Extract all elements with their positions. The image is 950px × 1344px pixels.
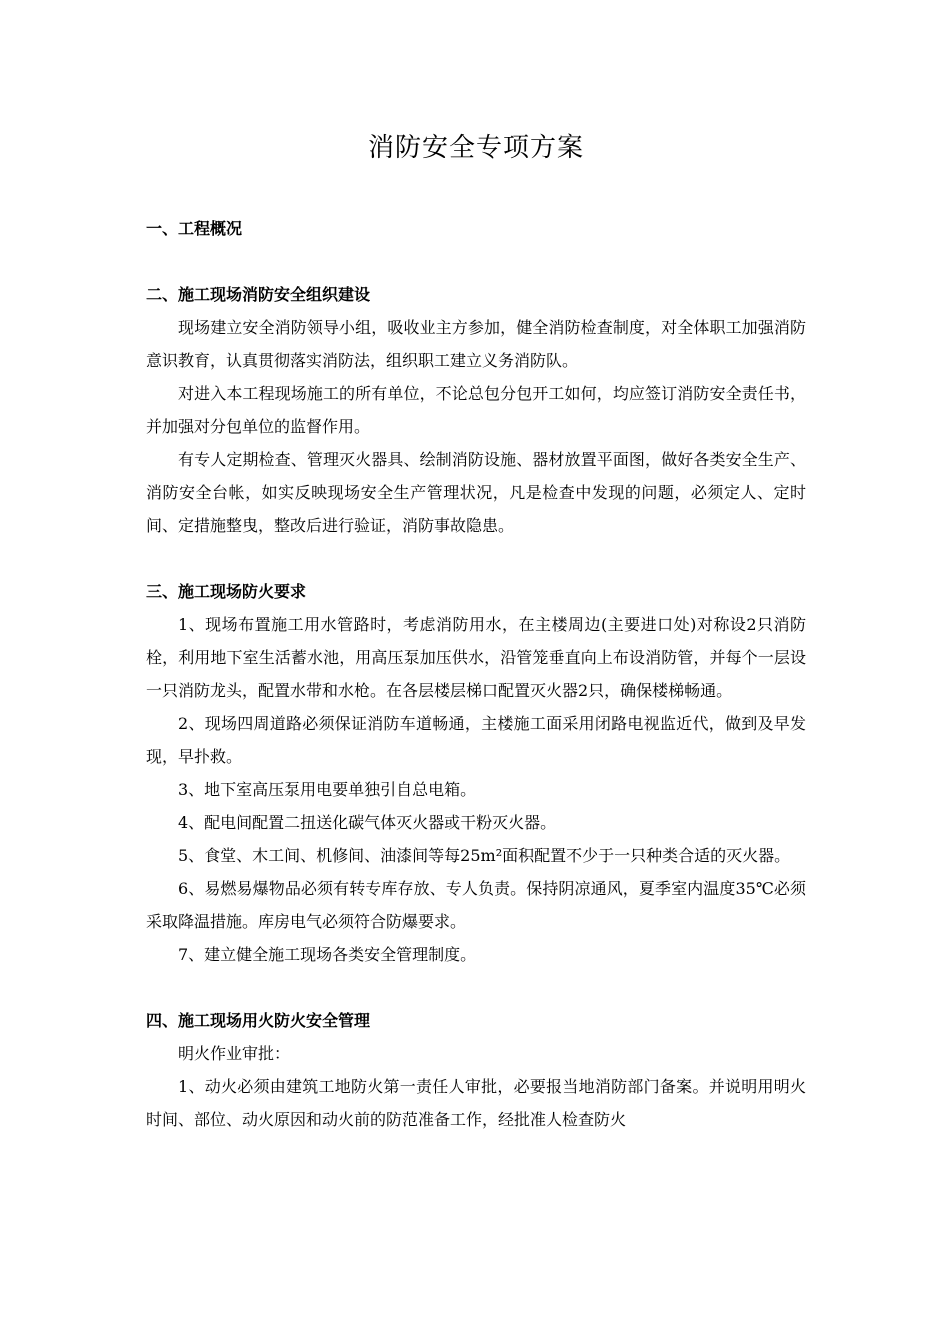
document-title: 消防安全专项方案 (367, 133, 584, 163)
section-heading-organization: 二、施工现场消防安全组织建设 (146, 285, 371, 304)
paragraph: 1、动火必须由建筑工地防火第一责任人审批，必要报当地消防部门备案。并说明用明火时间、部位、动火原因和动火前的防范准备工作，经批准人检查防火 (146, 1077, 806, 1129)
section-spacer (146, 971, 806, 1004)
paragraph: 6、易燃易爆物品必须有转专库存放、专人负责。保持阴凉通风，夏季室内温度35℃必须采取降温措施。库房电气必须符合防爆要求。 (146, 879, 806, 931)
paragraph: 3、地下室高压泵用电要单独引自总电箱。 (178, 780, 477, 799)
paragraph: 对进入本工程现场施工的所有单位，不论总包分包开工如何，均应签订消防安全责任书，并加强对分包单位的监督作用。 (146, 384, 806, 436)
paragraph: 5、食堂、木工间、机修间、油漆间等每25m²面积配置不少于一只种类合适的灭火器。 (178, 846, 791, 865)
paragraph: 有专人定期检查、管理灭火器具、绘制消防设施、器材放置平面图，做好各类安全生产、消防安全台帐，如实反映现场安全生产管理状况，凡是检查中发现的问题，必须定人、定时间、定措施整曳，整改后进行验证，消防事故隐患。 (146, 450, 806, 535)
section-heading-fire-requirements: 三、施工现场防火要求 (146, 582, 307, 601)
paragraph: 7、建立健全施工现场各类安全管理制度。 (178, 945, 477, 964)
paragraph: 明火作业审批： (178, 1044, 291, 1063)
section-spacer (146, 542, 806, 575)
document-body (146, 212, 806, 1136)
section-heading-fire-management: 四、施工现场用火防火安全管理 (146, 1011, 371, 1030)
paragraph: 2、现场四周道路必须保证消防车道畅通，主楼施工面采用闭路电视监近代，做到及早发现，早扑救。 (146, 714, 806, 766)
paragraph: 4、配电间配置二扭送化碳气体灭火器或干粉灭火器。 (178, 813, 557, 832)
paragraph: 1、现场布置施工用水管路时，考虑消防用水，在主楼周边(主要进口处)对称设2只消防栓，利用地下室生活蓄水池，用高压泵加压供水，沿管笼垂直向上布设消防管，并每个一层设一只消防龙头，配置水带和水枪。在各层楼层梯口配置灭火器2只，确保楼梯畅通。 (146, 615, 806, 700)
paragraph: 现场建立安全消防领导小组，吸收业主方参加，健全消防检查制度，对全体职工加强消防意识教育，认真贯彻落实消防法，组织职工建立义务消防队。 (146, 318, 806, 370)
section-spacer (146, 245, 806, 278)
section-heading-overview: 一、工程概况 (146, 219, 243, 238)
